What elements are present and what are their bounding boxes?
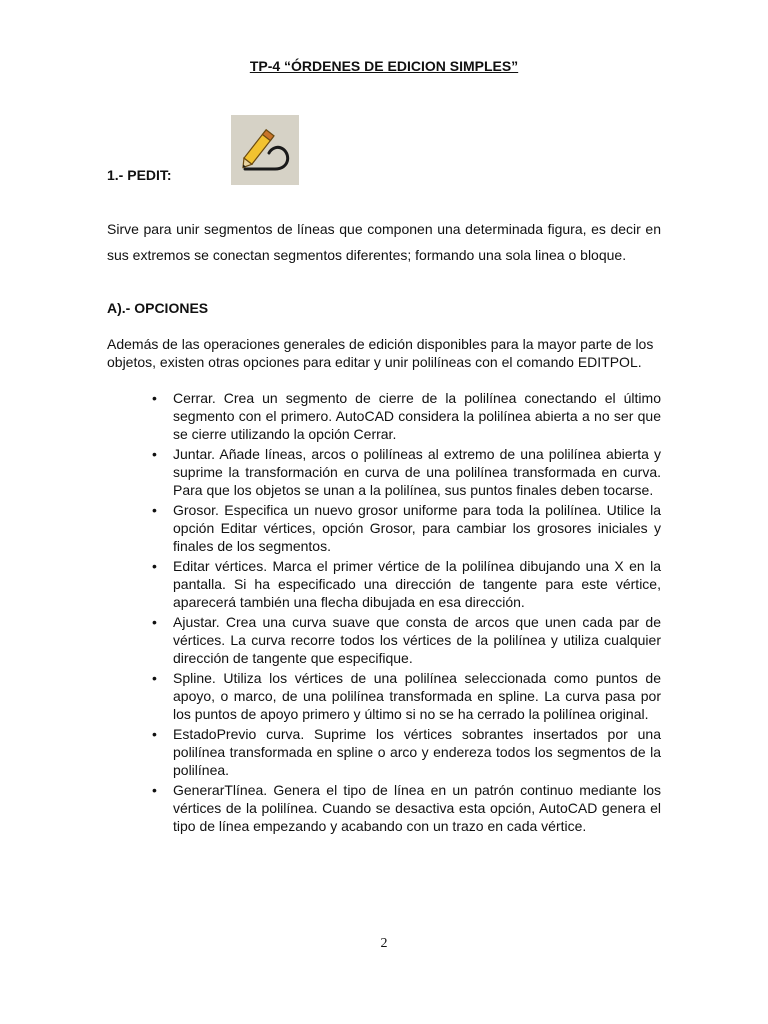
option-text: EstadoPrevio curva. Suprime los vértices sobrantes insertados por una polilínea transformada en spline o arco y endereza todos los segmentos de la polilínea.	[173, 726, 661, 778]
bullet-icon: •	[152, 726, 157, 742]
option-text: Juntar. Añade líneas, arcos o polilíneas al extremo de una polilínea abierta y suprime la transformación en curva de una polilínea transformada en curva. Para que los objetos se unan a la polilínea, sus puntos finales deben tocarse.	[173, 446, 661, 498]
list-item	[150, 669, 661, 723]
option-text: Grosor. Especifica un nuevo grosor uniforme para toda la polilínea. Utilice la opción Editar vértices, opción Grosor, para cambiar los grosores iniciales y finales de los segmentos.	[173, 502, 661, 554]
bullet-icon: •	[152, 614, 157, 630]
pedit-description: Sirve para unir segmentos de líneas que componen una determinada figura, es decir en sus extremos se conectan segmentos diferentes; formando una sola linea o bloque.	[107, 221, 661, 263]
option-text: Ajustar. Crea una curva suave que consta de arcos que unen cada par de vértices. La curva recorre todos los vértices de la polilínea y utiliza cualquier dirección de tangente que especifique.	[173, 614, 661, 666]
option-text: Cerrar. Crea un segmento de cierre de la polilínea conectando el último segmento con el primero. AutoCAD considera la polilínea abierta a no ser que se cierre utilizando la opción Cerrar.	[173, 390, 661, 442]
option-text: Editar vértices. Marca el primer vértice de la polilínea dibujando una X en la pantalla. Si ha especificado una dirección de tangente para este vértice, aparecerá también una flecha dibujada en esa dirección.	[173, 558, 661, 610]
list-item	[150, 445, 661, 499]
option-text: Spline. Utiliza los vértices de una polilínea seleccionada como puntos de apoyo, o marco, de una polilínea transformada en spline. La curva pasa por los puntos de apoyo primero y último si no se ha cerrado la polilínea original.	[173, 670, 661, 722]
list-item	[150, 613, 661, 667]
list-item	[150, 781, 661, 835]
list-item	[150, 725, 661, 779]
options-list	[150, 389, 661, 837]
bullet-icon: •	[152, 446, 157, 462]
document-title: TP-4 “ÓRDENES DE EDICION SIMPLES”	[249, 58, 519, 74]
options-intro: Además de las operaciones generales de edición disponibles para la mayor parte de los objetos, existen otras opciones para editar y unir polilíneas con el comando EDITPOL.	[107, 336, 654, 370]
list-item	[150, 557, 661, 611]
bullet-icon: •	[152, 390, 157, 406]
page-number: 2	[380, 936, 388, 951]
option-text: GenerarTlínea. Genera el tipo de línea en un patrón continuo mediante los vértices de la polilínea. Cuando se desactiva esta opción, AutoCAD genera el tipo de línea empezando y acabando con un trazo en cada vértice.	[173, 782, 661, 834]
bullet-icon: •	[152, 558, 157, 574]
list-item	[150, 389, 661, 443]
pedit-heading: 1.- PEDIT:	[107, 167, 172, 183]
options-heading: A).- OPCIONES	[107, 300, 209, 316]
list-item	[150, 501, 661, 555]
bullet-icon: •	[152, 670, 157, 686]
pedit-icon	[231, 115, 299, 185]
bullet-icon: •	[152, 782, 157, 798]
bullet-icon: •	[152, 502, 157, 518]
